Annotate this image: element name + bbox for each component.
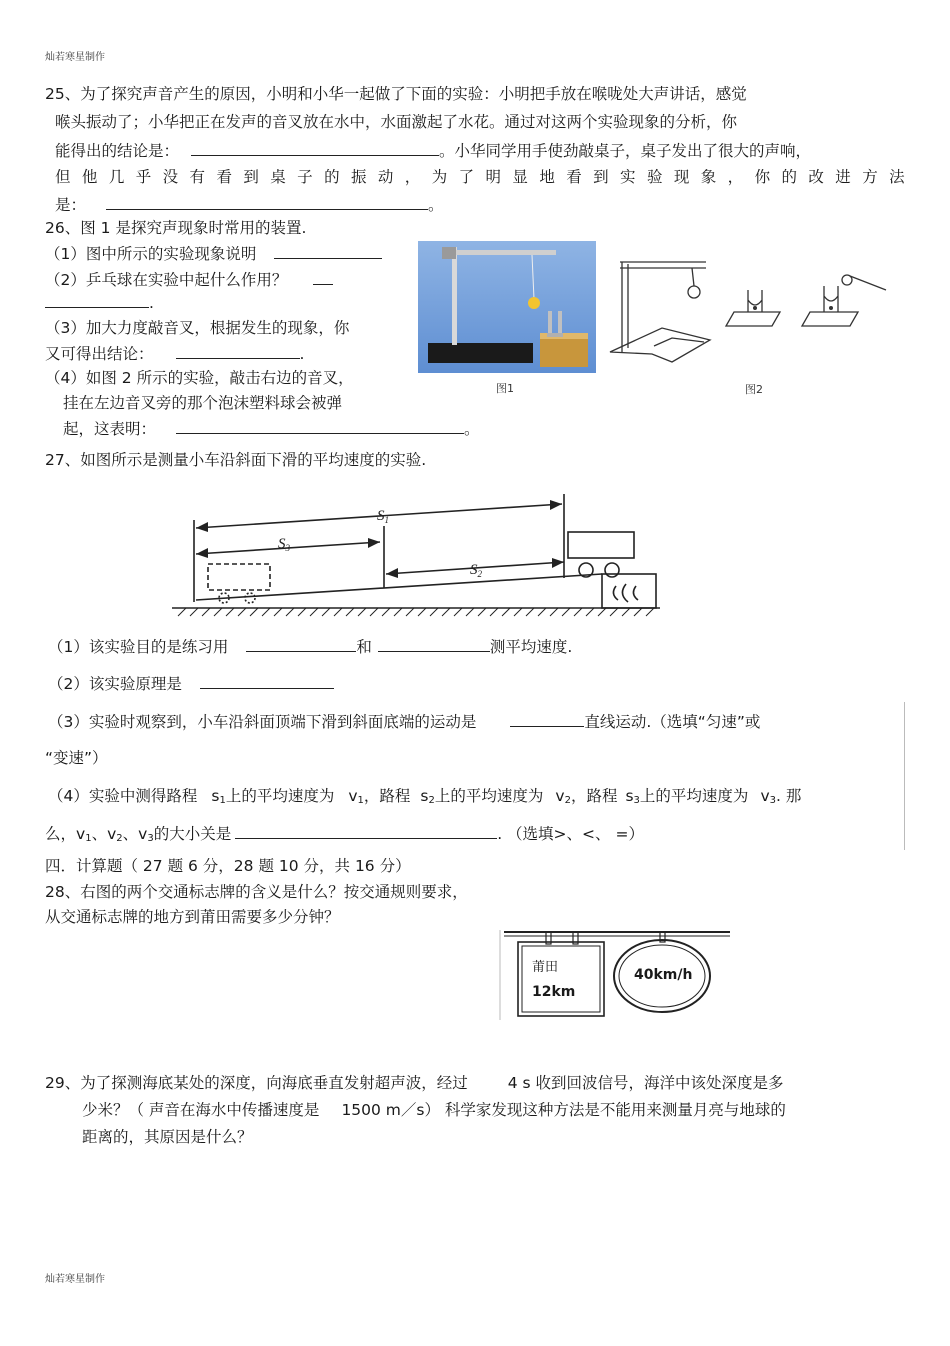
footer-watermark: 灿若寒星制作 — [45, 1274, 105, 1285]
q27-part4-cont — [45, 823, 644, 849]
q28-line2: 从交通标志牌的地方到莆田需要多少分钟？ — [45, 908, 340, 926]
q25-line4-char: 看 — [216, 168, 232, 186]
q26-answer-blank-1[interactable] — [274, 243, 382, 259]
q25-line4-char: ， — [727, 168, 744, 186]
q25-line2: 喉头振动了；小华把正在发声的音叉放在水中，水面激起了水花。通过对这两个实验现象的分析，你 — [55, 113, 738, 131]
q27-part5-sub3: 3 — [147, 833, 154, 844]
q26-part4-line2: 挂在左边音叉旁的那个泡沫塑料球会被弹 — [63, 394, 343, 412]
q27-title: 27、如图所示是测量小车沿斜面下滑的平均速度的实验. — [45, 451, 427, 469]
q27-part4-v2-sub: 2 — [564, 795, 571, 806]
q25-line4-char: 明 — [485, 168, 502, 186]
q27-part4-v2: v — [555, 787, 565, 805]
q25-answer-blank-1[interactable] — [191, 140, 439, 156]
q25-line3-tail: 。小华同学用手使劲敲桌子，桌子发出了很大的声响， — [439, 142, 812, 160]
q25-line5-lead: 是： — [55, 196, 87, 214]
q27-part4 — [48, 786, 801, 811]
q26-answer-blank-3[interactable] — [176, 343, 300, 359]
q26-part2-period: . — [149, 294, 154, 312]
q25-line4-char: 进 — [835, 168, 851, 186]
q26-part3-line2 — [45, 343, 304, 364]
figure-2-caption: 图2 — [745, 383, 763, 396]
q27-part3-tail: 直线运动.（选填“匀速”或 — [584, 713, 761, 731]
q27-part5-d: 的大小关是 — [153, 825, 232, 843]
q29-line1 — [45, 1073, 784, 1093]
q27-answer-blank-3[interactable] — [510, 711, 584, 727]
q27-part5-a: 么，v — [45, 825, 86, 843]
q26-part4-line3 — [63, 418, 480, 439]
q25-line1: 25、为了探究声音产生的原因，小明和小华一起做了下面的实验：小明把手放在喉咙处大声讲话，感觉 — [45, 85, 747, 103]
q27-answer-blank-2[interactable] — [200, 673, 334, 689]
q27-part4-f: 上的平均速度为 — [639, 787, 749, 805]
q27-part4-v3: v — [760, 787, 770, 805]
traffic-signs — [492, 926, 732, 1022]
q26-answer-blank-2b[interactable] — [45, 292, 149, 308]
q27-part5-sub1: 1 — [85, 833, 92, 844]
q25-line4-char: 显 — [512, 168, 528, 186]
q26-part1-text: （1）图中所示的实验现象说明 — [45, 245, 257, 263]
q29-line2-tail: 1500 m／s） 科学家发现这种方法是不能用来测量月亮与地球的 — [341, 1101, 786, 1119]
q27-part3 — [48, 711, 760, 732]
q26-title: 26、图 1 是探究声现象时常用的装置. — [45, 219, 307, 237]
q27-part4-s3: s — [625, 787, 634, 805]
q26-part2-text: （2）乒乓球在实验中起什么作用？ — [45, 271, 288, 289]
q25-line4-char: 地 — [539, 168, 555, 186]
q26-answer-blank-2a[interactable] — [313, 269, 333, 285]
q25-line4-char: ， — [404, 168, 421, 186]
q27-part4-g: . 那 — [776, 787, 802, 805]
header-watermark: 灿若寒星制作 — [45, 52, 105, 63]
q29-line2 — [82, 1100, 786, 1120]
figure-1-caption: 图1 — [496, 382, 514, 395]
q25-line4-char: 到 — [243, 168, 259, 186]
q27-part5-sub2: 2 — [116, 833, 123, 844]
q27-part2 — [48, 673, 334, 694]
q27-answer-blank-1a[interactable] — [246, 636, 356, 652]
q25-line3-lead: 能得出的结论是： — [55, 142, 180, 160]
q27-part4-s2: s — [420, 787, 429, 805]
q29-line1-tail: 4 s 收到回波信号，海洋中该处深度是多 — [507, 1074, 784, 1092]
q27-part4-s3-sub: 3 — [633, 795, 640, 806]
q25-line4-char: 动 — [377, 168, 394, 186]
q27-part4-b: 上的平均速度为 — [225, 787, 335, 805]
q25-line4 — [55, 167, 905, 187]
q27-part3-cont: “变速”） — [45, 749, 108, 767]
sign-place: 莆田 — [532, 960, 559, 975]
q25-line4-char: 的 — [781, 168, 797, 186]
figure-2-drawing — [602, 250, 892, 375]
q27-answer-blank-1b[interactable] — [378, 636, 490, 652]
q25-line4-char: 你 — [754, 168, 771, 186]
q29-line3: 距离的，其原因是什么？ — [82, 1128, 253, 1146]
q25-line4-char: 到 — [593, 168, 609, 186]
q25-line4-char: 桌 — [270, 168, 286, 186]
q25-line4-char: 振 — [350, 168, 367, 186]
q25-line5 — [55, 194, 444, 215]
q25-line4-char: 没 — [162, 168, 179, 186]
q27-part1-tail: 测平均速度. — [489, 638, 573, 656]
q27-part5-c: 、v — [122, 825, 148, 843]
q26-part4-lead: 起，这表明： — [63, 420, 157, 438]
q27-part4-e: ，路程 — [570, 787, 618, 805]
q26-part2-cont — [45, 292, 154, 313]
q25-line4-char: 验 — [646, 168, 663, 186]
q27-part4-v1-sub: 1 — [357, 795, 364, 806]
q26-part4-line1: （4）如图 2 所示的实验，敲击右边的音叉， — [45, 369, 354, 387]
q27-part2-text: （2）该实验原理是 — [48, 675, 182, 693]
q25-line5-tail: 。 — [428, 196, 444, 214]
q27-part4-c: ，路程 — [363, 787, 411, 805]
q27-part5-b: 、v — [91, 825, 117, 843]
q25-line4-char: 方 — [862, 168, 878, 186]
q26-part4-period: 。 — [464, 420, 480, 438]
sign-speed: 40km/h — [634, 967, 693, 983]
sign-distance: 12km — [532, 984, 576, 1000]
q26-part3-period: . — [299, 345, 305, 363]
q27-part4-v3-sub: 3 — [769, 795, 776, 806]
q27-answer-blank-4[interactable] — [235, 823, 497, 839]
q25-line4-char: 乎 — [135, 168, 152, 186]
label-s3: $S_3$ — [278, 536, 290, 553]
q26-part2 — [45, 269, 333, 290]
section-4-title: 四．计算题（ 27 题 6 分，28 题 10 分，共 16 分） — [45, 857, 411, 875]
q29-line1-lead: 29、为了探测海底某处的深度，向海底垂直发射超声波，经过 — [45, 1074, 468, 1092]
figure-1-photo — [418, 241, 596, 373]
q25-line4-char: 的 — [324, 168, 340, 186]
q25-line4-char: 他 — [81, 168, 98, 186]
q25-answer-blank-2[interactable] — [106, 194, 428, 210]
q25-line3 — [55, 140, 811, 161]
q27-part4-d: 上的平均速度为 — [434, 787, 544, 805]
q25-line4-char: 了 — [458, 168, 475, 186]
q25-line4-char: 改 — [808, 168, 824, 186]
q25-line4-char: 现 — [673, 168, 690, 186]
q27-part3-lead: （3）实验时观察到，小车沿斜面顶端下滑到斜面底端的运动是 — [48, 713, 477, 731]
label-s2: $S_2$ — [470, 562, 482, 579]
q25-line4-char: 但 — [55, 168, 71, 186]
margin-rule — [904, 702, 905, 850]
q27-part4-a: （4）实验中测得路程 — [48, 787, 198, 805]
q27-part1-lead: （1）该实验目的是练习用 — [48, 638, 229, 656]
q26-answer-blank-4[interactable] — [176, 418, 464, 434]
q25-line4-char: 有 — [189, 168, 206, 186]
q27-part4-s2-sub: 2 — [428, 795, 435, 806]
q26-part1 — [45, 243, 382, 264]
q25-line4-char: 几 — [108, 168, 125, 186]
q26-part3-line1: （3）加大力度敲音叉，根据发生的现象，你 — [45, 319, 350, 337]
label-s1: $S_1$ — [377, 508, 389, 525]
q28-line1: 28、右图的两个交通标志牌的含义是什么？按交通规则要求， — [45, 883, 468, 901]
q27-part5-e: . （选填>、<、 =） — [497, 825, 644, 843]
q27-part4-s1: s — [211, 787, 220, 805]
q29-line2-lead: 少米？（ 声音在海水中传播速度是 — [82, 1101, 320, 1119]
q25-line4-char: 子 — [297, 168, 313, 186]
q25-line4-char: 法 — [889, 168, 905, 186]
q27-part4-v1: v — [348, 787, 358, 805]
q27-part1 — [48, 636, 572, 657]
q26-part3-lead: 又可得出结论： — [45, 345, 154, 363]
q25-line4-char: 为 — [431, 168, 448, 186]
q25-line4-char: 看 — [566, 168, 582, 186]
q25-line4-char: 实 — [620, 168, 636, 186]
q25-line4-char: 象 — [700, 168, 717, 186]
q27-part4-s1-sub: 1 — [219, 795, 226, 806]
q27-part1-and: 和 — [356, 638, 372, 656]
incline-diagram — [172, 488, 664, 626]
